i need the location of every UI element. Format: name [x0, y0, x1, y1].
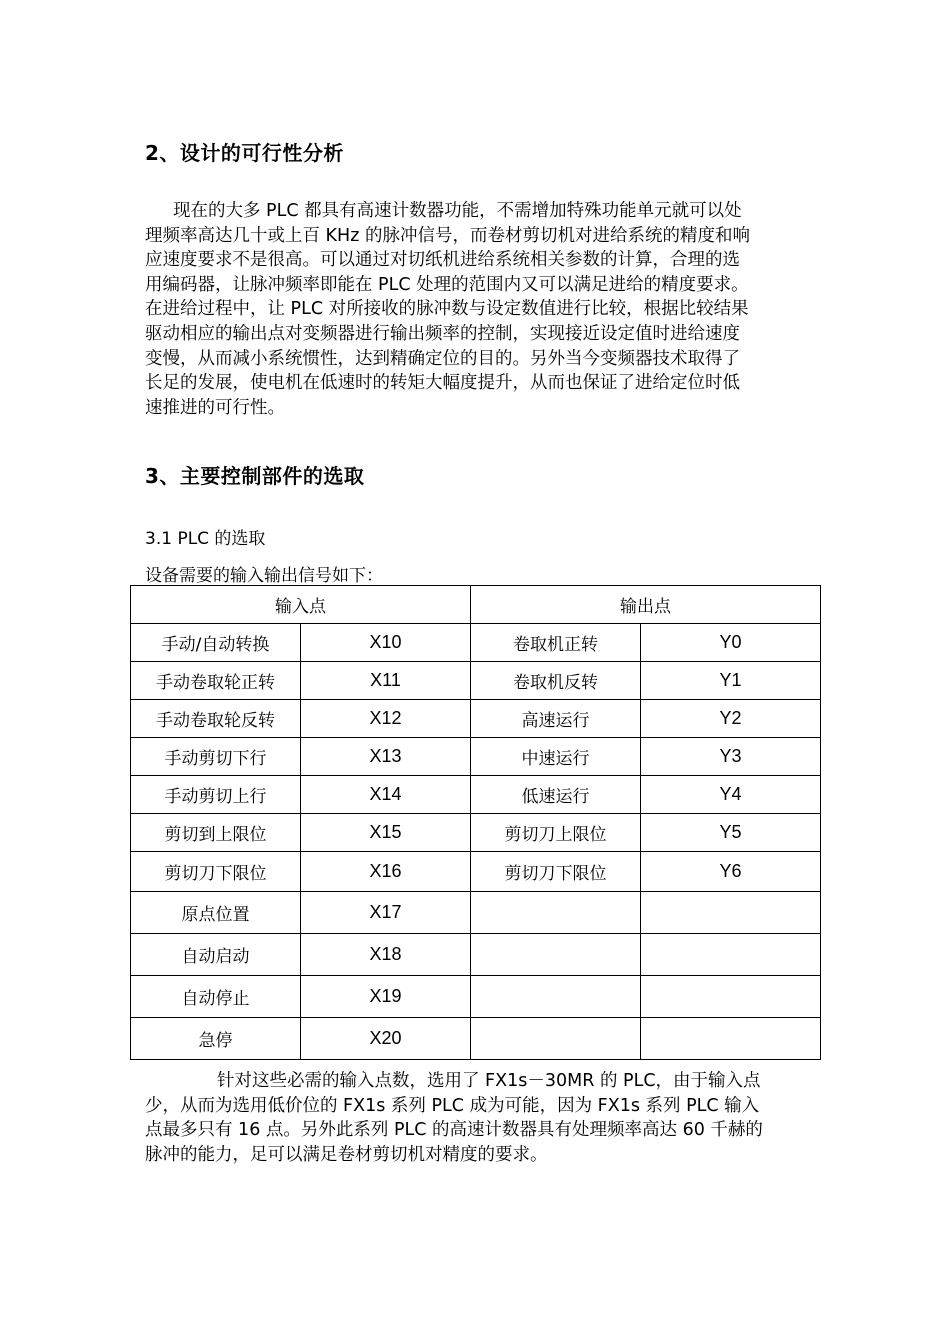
paragraph-line: 脉冲的能力，足可以满足卷材剪切机对精度的要求。: [145, 1144, 548, 1165]
output-name-cell: 中速运行: [471, 738, 641, 776]
paragraph-line: 少，从而为选用低价位的 FX1s 系列 PLC 成为可能，因为 FX1s 系列 PLC 输入: [145, 1095, 760, 1116]
input-name-cell: 剪切刀下限位: [131, 852, 301, 892]
input-name-cell: 手动剪切下行: [131, 738, 301, 776]
table-row: [131, 852, 821, 892]
input-name-cell: 自动停止: [131, 976, 301, 1018]
input-name-cell: 自动启动: [131, 934, 301, 976]
output-address-cell: [641, 934, 821, 976]
feasibility-paragraph: [145, 199, 805, 420]
output-address-cell: Y6: [641, 852, 821, 892]
table-row: [131, 1018, 821, 1060]
paragraph-line: 速推进的可行性。: [145, 397, 285, 418]
output-address-cell: Y0: [641, 624, 821, 662]
output-address-cell: [641, 1018, 821, 1060]
output-name-cell: 卷取机正转: [471, 624, 641, 662]
input-name-cell: 手动剪切上行: [131, 776, 301, 814]
paragraph-line: 现在的大多 PLC 都具有高速计数器功能，不需增加特殊功能单元就可以处: [173, 201, 742, 221]
output-name-cell: 剪切刀下限位: [471, 852, 641, 892]
input-name-cell: 手动/自动转换: [131, 624, 301, 662]
paragraph-line: 长足的发展，使电机在低速时的转矩大幅度提升，从而也保证了进给定位时低: [145, 373, 740, 394]
input-name-cell: 手动卷取轮反转: [131, 700, 301, 738]
table-header-row: [131, 586, 821, 624]
table-row: [131, 892, 821, 934]
output-address-cell: Y1: [641, 662, 821, 700]
input-name-cell: 手动卷取轮正转: [131, 662, 301, 700]
input-name-cell: 急停: [131, 1018, 301, 1060]
input-name-cell: 原点位置: [131, 892, 301, 934]
input-address-cell: X11: [301, 662, 471, 700]
subsection-3-1-heading: 3.1 PLC 的选取: [145, 529, 266, 549]
table-row: [131, 776, 821, 814]
output-name-cell: [471, 976, 641, 1018]
section-2-heading: 2、设计的可行性分析: [145, 141, 344, 165]
paragraph-line: 应速度要求不是很高。可以通过对切纸机进给系统相关参数的计算，合理的选: [145, 250, 740, 271]
output-address-cell: Y4: [641, 776, 821, 814]
input-address-cell: X15: [301, 814, 471, 852]
input-address-cell: X16: [301, 852, 471, 892]
paragraph-line: 用编码器，让脉冲频率即能在 PLC 处理的范围内又可以满足进给的精度要求。: [145, 274, 749, 295]
table-intro-text: 设备需要的输入输出信号如下：: [145, 566, 383, 586]
output-address-cell: Y5: [641, 814, 821, 852]
input-address-cell: X12: [301, 700, 471, 738]
output-address-cell: Y2: [641, 700, 821, 738]
input-address-cell: X20: [301, 1018, 471, 1060]
table-row: [131, 738, 821, 776]
paragraph-line: 变慢，从而减小系统惯性，达到精确定位的目的。另外当今变频器技术取得了: [145, 348, 740, 369]
paragraph-line: 驱动相应的输出点对变频器进行输出频率的控制，实现接近设定值时进给速度: [145, 323, 740, 344]
input-address-cell: X13: [301, 738, 471, 776]
table-row: [131, 624, 821, 662]
input-address-cell: X18: [301, 934, 471, 976]
plc-selection-paragraph: [145, 1069, 805, 1167]
input-name-cell: 剪切到上限位: [131, 814, 301, 852]
output-name-cell: 卷取机反转: [471, 662, 641, 700]
table-row: [131, 700, 821, 738]
input-address-cell: X14: [301, 776, 471, 814]
table-row: [131, 662, 821, 700]
input-address-cell: X19: [301, 976, 471, 1018]
output-name-cell: [471, 892, 641, 934]
paragraph-line: 针对这些必需的输入点数，选用了 FX1s－30MR 的 PLC，由于输入点: [217, 1071, 761, 1091]
section-3-heading: 3、主要控制部件的选取: [145, 464, 365, 488]
output-address-cell: Y3: [641, 738, 821, 776]
input-address-cell: X10: [301, 624, 471, 662]
output-name-cell: [471, 1018, 641, 1060]
output-points-header: 输出点: [471, 586, 821, 624]
paragraph-line: 点最多只有 16 点。另外此系列 PLC 的高速计数器具有处理频率高达 60 千赫的: [145, 1120, 763, 1141]
table-row: [131, 814, 821, 852]
output-name-cell: 剪切刀上限位: [471, 814, 641, 852]
output-address-cell: [641, 976, 821, 1018]
output-name-cell: 低速运行: [471, 776, 641, 814]
output-name-cell: [471, 934, 641, 976]
paragraph-line: 在进给过程中，让 PLC 对所接收的脉冲数与设定数值进行比较，根据比较结果: [145, 299, 749, 320]
paragraph-line: 理频率高达几十或上百 KHz 的脉冲信号，而卷材剪切机对进给系统的精度和响: [145, 225, 750, 246]
io-signal-table: [130, 585, 821, 1060]
input-address-cell: X17: [301, 892, 471, 934]
output-name-cell: 高速运行: [471, 700, 641, 738]
table-row: [131, 934, 821, 976]
table-row: [131, 976, 821, 1018]
input-points-header: 输入点: [131, 586, 471, 624]
output-address-cell: [641, 892, 821, 934]
